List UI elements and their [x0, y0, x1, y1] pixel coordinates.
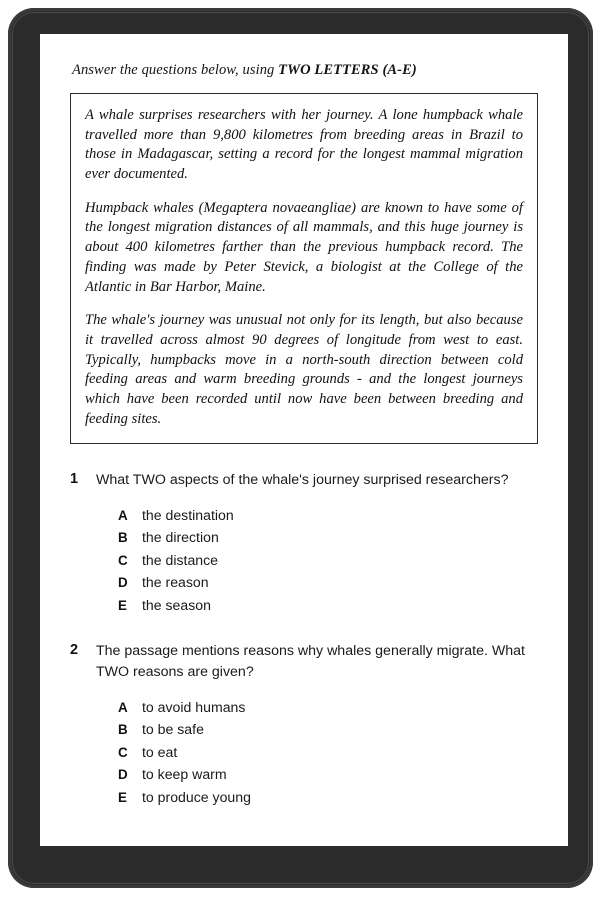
passage-paragraph: Humpback whales (Megaptera novaeangliae) are known to have some of the longest migration distances of all mammals, and this huge journey is about 400 kilometres farther than the previous humpback record. The finding was made by Peter Stevick, a biologist at the College of the Atlantic in Bar Harbor, Maine. [85, 199, 523, 295]
option-label: the reason [142, 574, 209, 591]
question-text: What TWO aspects of the whale's journey surprised researchers? [96, 472, 509, 489]
option-letter: A [118, 699, 128, 715]
question-item [70, 470, 538, 619]
passage-paragraph: A whale surprises researchers with her journey. A lone humpback whale travelled more than 9,800 kilometres from breeding areas in Brazil to those in Madagascar, setting a record for the longest mammal migration ever documented. [85, 107, 523, 183]
option-letter: E [118, 789, 127, 805]
instruction-prefix: Answer the questions below, using [72, 62, 279, 78]
option-row[interactable] [118, 597, 538, 613]
passage-paragraph: The whale's journey was unusual not only for its length, but also because it travelled across almost 90 degrees of longitude from west to east. Typically, humpbacks move in a north-south direction between cold feeding areas and warm breeding grounds - and the longest journeys which have been recorded until now have been between breeding and feeding sites. [85, 312, 523, 427]
option-letter: A [118, 507, 128, 523]
reading-passage-box [70, 93, 538, 444]
option-row[interactable] [118, 507, 538, 523]
option-label: to be safe [142, 721, 204, 738]
option-letter: C [118, 744, 128, 760]
question-number: 1 [70, 471, 79, 488]
option-letter: D [118, 575, 128, 591]
option-letter: C [118, 552, 128, 568]
option-label: to eat [142, 743, 178, 760]
option-label: the distance [142, 551, 219, 568]
option-letter: B [118, 530, 128, 546]
question-number: 2 [70, 642, 79, 659]
option-row[interactable] [118, 721, 538, 737]
option-row[interactable] [118, 789, 538, 805]
option-letter: B [118, 722, 128, 738]
option-row[interactable] [118, 744, 538, 760]
option-label: the direction [142, 529, 219, 546]
option-row[interactable] [118, 574, 538, 590]
option-label: to keep warm [142, 766, 227, 783]
option-label: to produce young [142, 788, 251, 805]
device-frame [8, 8, 593, 888]
document-page [40, 34, 568, 846]
option-letter: E [118, 597, 127, 613]
questions-list [70, 470, 538, 811]
option-row[interactable] [118, 529, 538, 545]
option-row[interactable] [118, 552, 538, 568]
option-letter: D [118, 767, 128, 783]
options-list [118, 507, 538, 613]
instruction-emphasis: TWO LETTERS (A-E) [278, 62, 417, 78]
question-text: The passage mentions reasons why whales generally migrate. What TWO reasons are given? [96, 643, 525, 680]
options-list [118, 699, 538, 805]
option-row[interactable] [118, 766, 538, 782]
question-item [70, 641, 538, 811]
option-label: the destination [142, 506, 234, 523]
option-label: the season [142, 596, 211, 613]
option-row[interactable] [118, 699, 538, 715]
option-label: to avoid humans [142, 698, 246, 715]
instruction-line [72, 62, 538, 79]
